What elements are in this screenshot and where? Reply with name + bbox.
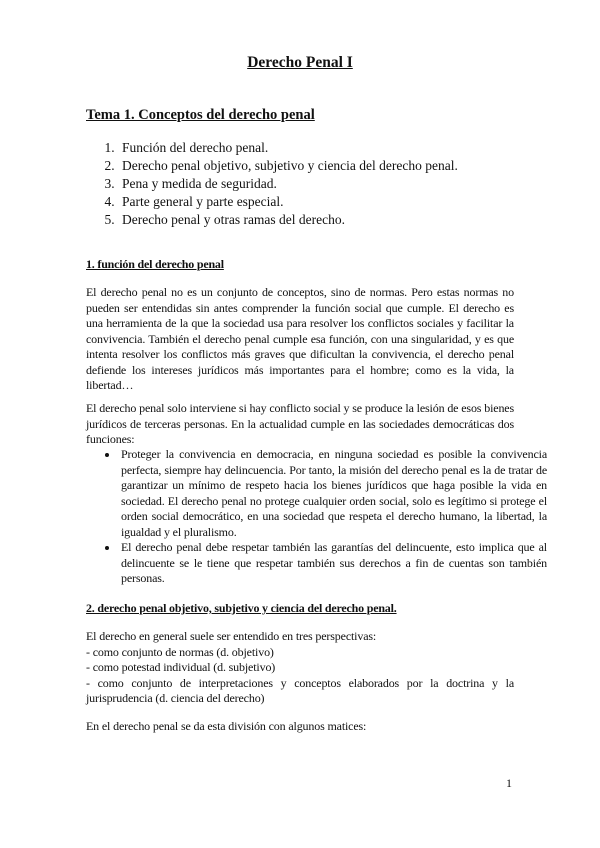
section-1-paragraph-2: El derecho penal solo interviene si hay conflicto social y se produce la lesión de esos bienes jurídicos de terceras personas. En la actualidad cumple en las sociedades democráticas dos funciones: (86, 401, 514, 446)
toc-item: 3. Pena y medida de seguridad. (118, 175, 548, 193)
page-number: 1 (506, 776, 512, 790)
section-2-text (86, 629, 514, 707)
section-2-intro: El derecho en general suele ser entendido en tres perspectivas: (86, 629, 377, 643)
section-1-paragraph-1: El derecho penal no es un conjunto de conceptos, sino de normas. Pero estas normas no pueden ser entendidas sin antes comprender la función social que cumple. El derecho es una herramienta de la que la sociedad usa para resolver los conflictos sociales y facilitar la convivencia. También el derecho penal cumple esa función, con una singularidad, y es que intenta resolver los conflictos más graves que dificultan la convivencia, el derecho penal defiende los intereses jurídicos más importantes para el hombre; como es la vida, la libertad… (86, 285, 514, 392)
section-1-function-list (86, 447, 547, 587)
perspective-item: - como potestad individual (d. subjetivo) (86, 660, 276, 674)
section-2-heading: 2. derecho penal objetivo, subjetivo y ciencia del derecho penal. (86, 601, 397, 615)
list-item: • Proteger la convivencia en democracia, en ninguna sociedad es posible la convivencia perfecta, siempre hay delincuencia. Por tanto, la misión del derecho penal es la de tratar de garantizar un mínimo de respeto hacia los bienes jurídicos que haga posible la vida en sociedad. El derecho penal no protege cualquier orden social, solo es legítimo si protege el orden social democrático, en una sociedad que respeta el derecho humano, la libertad, la igualdad y el pluralismo. (119, 447, 547, 540)
chapter-title: Tema 1. Conceptos del derecho penal (86, 107, 315, 123)
section-2-closing: En el derecho penal se da esta división con algunos matices: (86, 719, 367, 733)
perspective-item: - como conjunto de interpretaciones y conceptos elaborados por la doctrina y la jurisprudencia (d. ciencia del derecho) (86, 675, 514, 705)
list-item: • El derecho penal debe respetar también las garantías del delincuente, esto implica que al delincuente se le tiene que respetar también sus derechos a fin de cuentas son también personas. (119, 540, 547, 587)
section-1-heading: 1. función del derecho penal (86, 257, 224, 271)
table-of-contents (86, 139, 548, 229)
document-title: Derecho Penal I (247, 54, 353, 71)
toc-item: 2. Derecho penal objetivo, subjetivo y ciencia del derecho penal. (118, 157, 548, 175)
perspective-item: - como conjunto de normas (d. objetivo) (86, 644, 274, 659)
toc-item: 1. Función del derecho penal. (118, 139, 548, 157)
toc-item: 5. Derecho penal y otras ramas del derecho. (118, 211, 548, 229)
toc-item: 4. Parte general y parte especial. (118, 193, 548, 211)
